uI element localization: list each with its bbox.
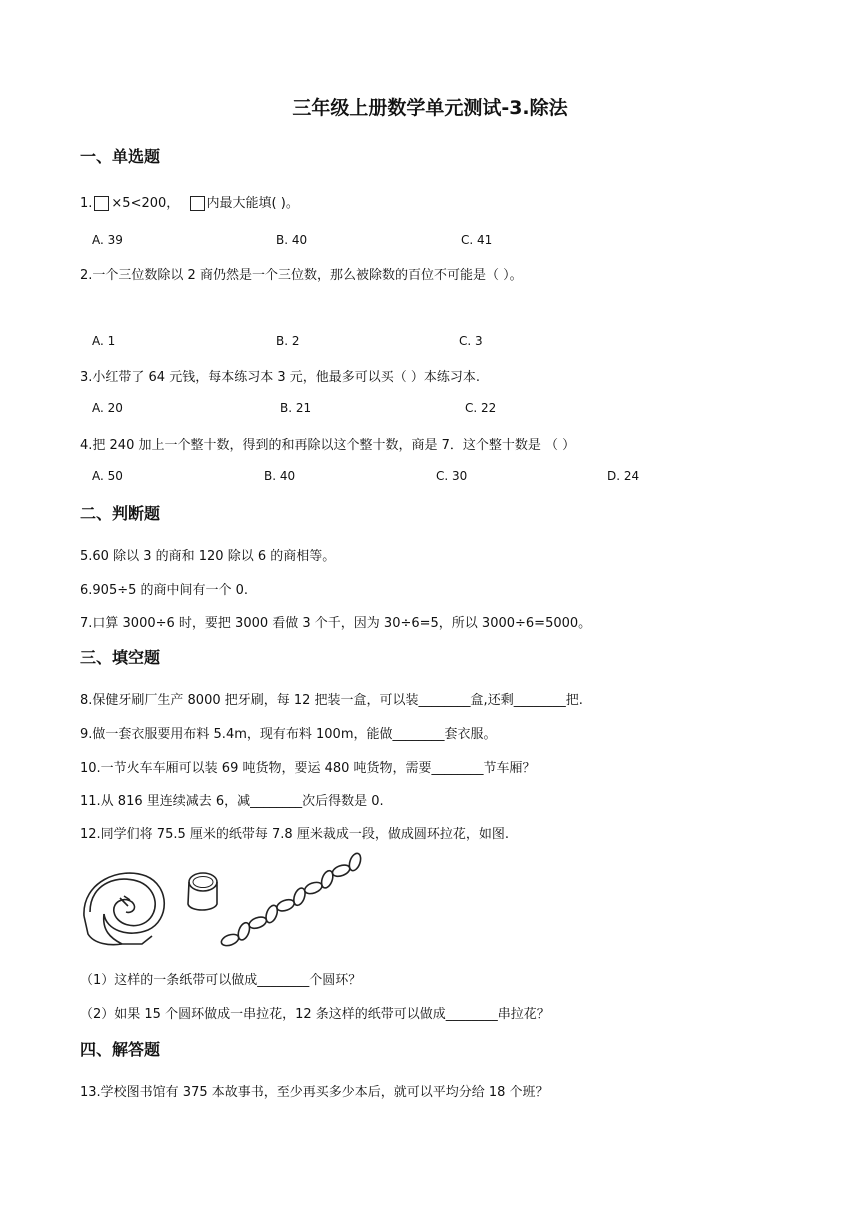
- q4-option-a: A. 50: [92, 469, 123, 483]
- question-7: 7.口算 3000÷6 时，要把 3000 看做 3 个千，因为 30÷6=5，所以 3000÷6=5000。: [80, 616, 592, 631]
- q3-option-a: A. 20: [92, 401, 123, 415]
- paper-roll-icon: [84, 873, 164, 945]
- q1-prefix: 1.: [80, 196, 93, 211]
- question-5: 5.60 除以 3 的商和 120 除以 6 的商相等。: [80, 549, 336, 564]
- q4-option-c: C. 30: [436, 469, 468, 483]
- question-12-part-2: （2）如果 15 个圆环做成一串拉花，12 条这样的纸带可以做成________串拉花？: [80, 1007, 550, 1022]
- chain-link: [275, 898, 295, 914]
- blank-box-icon: [190, 196, 205, 211]
- question-10: 10.一节火车车厢可以装 69 吨货物，要运 480 吨货物，需要________节车厢？: [80, 761, 536, 776]
- q1-option-c: C. 41: [461, 233, 493, 247]
- question-4: 4.把 240 加上一个整十数，得到的和再除以这个整十数，商是 7．这个整十数是 （ ）: [80, 438, 576, 453]
- paper-ring-illustration: [80, 852, 380, 952]
- q2-option-b: B. 2: [276, 334, 300, 348]
- question-12-part-1: （1）这样的一条纸带可以做成________个圆环？: [80, 973, 362, 988]
- question-11: 11.从 816 里连续减去 6，减________次后得数是 0.: [80, 794, 384, 809]
- q1-option-b: B. 40: [276, 233, 308, 247]
- q4-option-b: B. 40: [264, 469, 296, 483]
- section-heading-single-choice: 一、单选题: [80, 147, 161, 166]
- chain-link: [248, 915, 268, 931]
- question-1: [80, 192, 299, 211]
- section-heading-true-false: 二、判断题: [80, 504, 161, 523]
- chain-link: [331, 863, 351, 879]
- q2-option-c: C. 3: [459, 334, 483, 348]
- paper-ring-icon: [188, 873, 217, 910]
- q3-option-c: C. 22: [465, 401, 497, 415]
- q1-option-a: A. 39: [92, 233, 123, 247]
- section-heading-fill-blank: 三、填空题: [80, 648, 161, 667]
- question-9: 9.做一套衣服要用布料 5.4m，现有布料 100m，能做________套衣服。: [80, 727, 497, 742]
- chain-link: [303, 880, 323, 896]
- q4-option-d: D. 24: [607, 469, 640, 483]
- question-6: 6.905÷5 的商中间有一个 0.: [80, 583, 249, 598]
- ring-chain-icon: [220, 852, 363, 948]
- chain-link: [220, 932, 240, 948]
- q3-option-b: B. 21: [280, 401, 312, 415]
- question-12: 12.同学们将 75.5 厘米的纸带每 7.8 厘米裁成一段，做成圆环拉花，如图.: [80, 827, 509, 842]
- q2-option-a: A. 1: [92, 334, 116, 348]
- blank-box-icon: [94, 196, 109, 211]
- question-8: 8.保健牙刷厂生产 8000 把牙刷，每 12 把装一盒，可以装________盒,还剩________把.: [80, 693, 583, 708]
- chain-link: [347, 852, 363, 872]
- question-13: 13.学校图书馆有 375 本故事书，至少再买多少本后，就可以平均分给 18 个班？: [80, 1085, 549, 1100]
- page-title: 三年级上册数学单元测试-3.除法: [292, 97, 568, 119]
- q1-mid: ×5<200，: [111, 196, 180, 211]
- question-3: 3.小红带了 64 元钱，每本练习本 3 元，他最多可以买（ ）本练习本.: [80, 370, 481, 385]
- section-heading-problem-solving: 四、解答题: [80, 1040, 161, 1059]
- question-2: 2.一个三位数除以 2 商仍然是一个三位数，那么被除数的百位不可能是（ ）。: [80, 268, 523, 283]
- q1-suffix: 内最大能填( )。: [206, 196, 299, 211]
